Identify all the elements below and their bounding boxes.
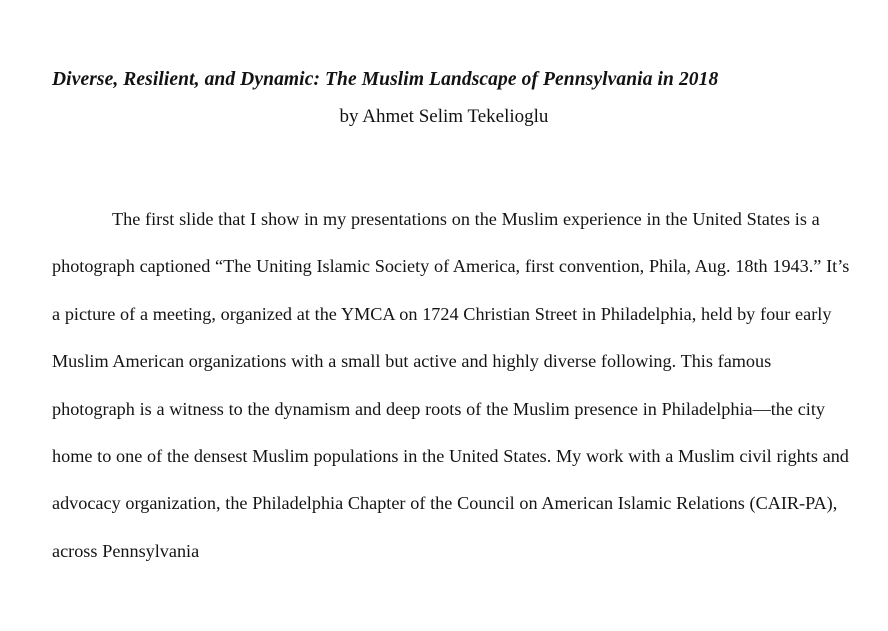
document-byline: by Ahmet Selim Tekelioglu: [339, 106, 549, 127]
document-body-paragraph: The first slide that I show in my presentations on the Muslim experience in the United States is a photograph captioned “The Uniting Islamic Society of America, first convention, Phila, Aug. 18th 1943.” It’s a picture of a meeting, organized at the YMCA on 1724 Christian Street in Philadelphia, held by four early Muslim American organizations with a small but active and highly diverse following. This famous photograph is a witness to the dynamism and deep roots of the Muslim presence in Philadelphia—the city home to one of the densest Muslim populations in the United States. My work with a Muslim civil rights and advocacy organization, the Philadelphia Chapter of the Council on American Islamic Relations (CAIR-PA), across Pennsylvania: [52, 209, 850, 561]
document-title: Diverse, Resilient, and Dynamic: The Muslim Landscape of Pennsylvania in 2018: [52, 69, 719, 91]
